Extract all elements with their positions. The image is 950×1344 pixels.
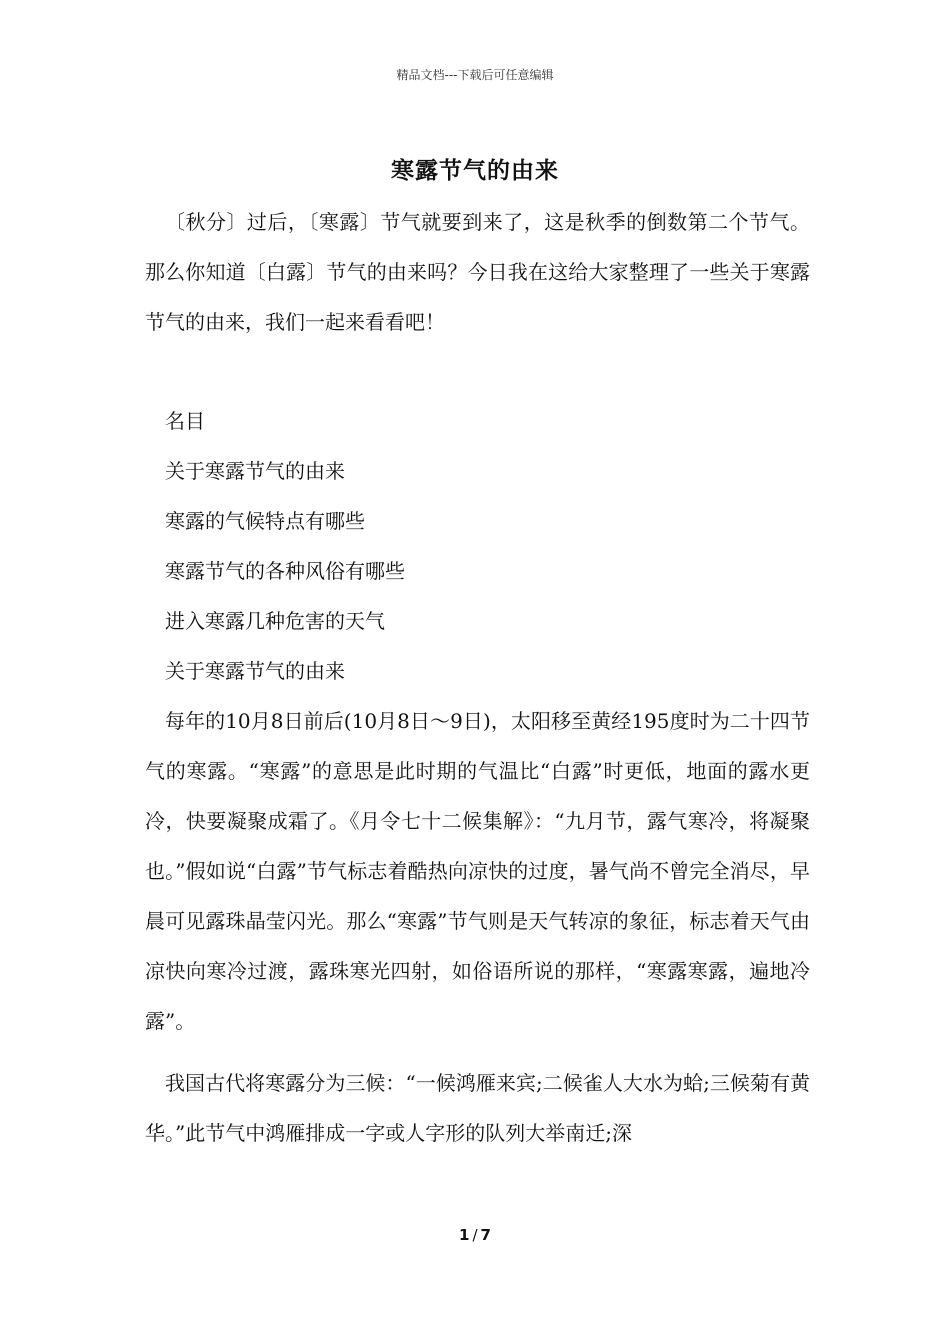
body-paragraph: 我国古代将寒露分为三候：“一候鸿雁来宾;二候雀人大水为蛤;三候菊有黄华。”此节气中鸿雁排成一字或人字形的队列大举南迁;深 bbox=[145, 1071, 810, 1145]
document-title: 寒露节气的由来 bbox=[391, 157, 559, 184]
section-heading: 关于寒露节气的由来 bbox=[165, 659, 345, 683]
page-header: 精品文档---下载后可任意编辑 bbox=[396, 68, 554, 82]
page-total: 7 bbox=[480, 1226, 491, 1244]
page-separator: / bbox=[472, 1226, 478, 1244]
table-of-contents bbox=[145, 446, 810, 646]
document-body bbox=[145, 197, 810, 1158]
page-current: 1 bbox=[459, 1226, 470, 1244]
body-paragraph: 每年的10月8日前后(10月8日～9日)，太阳移至黄经195度时为二十四节气的寒露。“寒露”的意思是此时期的气温比“白露”时更低，地面的露水更冷，快要凝聚成霜了。《月令七十二候集解》：“九月节，露气寒冷，将凝聚也。”假如说“白露”节气标志着酷热向凉快的过度，暑气尚不曾完全消尽，早晨可见露珠晶莹闪光。那么“寒露”节气则是天气转凉的象征，标志着天气由凉快向寒冷过渡，露珠寒光四射，如俗语所说的那样，“寒露寒露，遍地冷露”。 bbox=[145, 709, 810, 1033]
page-number bbox=[0, 1226, 950, 1244]
toc-heading: 名目 bbox=[165, 409, 205, 433]
toc-item: 进入寒露几种危害的天气 bbox=[165, 609, 385, 633]
intro-paragraph: 〔秋分〕过后，〔寒露〕节气就要到来了，这是秋季的倒数第二个节气。那么你知道〔白露〕节气的由来吗？今日我在这给大家整理了一些关于寒露节气的由来，我们一起来看看吧！ bbox=[145, 210, 810, 334]
toc-item: 寒露的气候特点有哪些 bbox=[165, 509, 365, 533]
toc-item: 寒露节气的各种风俗有哪些 bbox=[165, 559, 405, 583]
toc-item: 关于寒露节气的由来 bbox=[165, 459, 345, 483]
